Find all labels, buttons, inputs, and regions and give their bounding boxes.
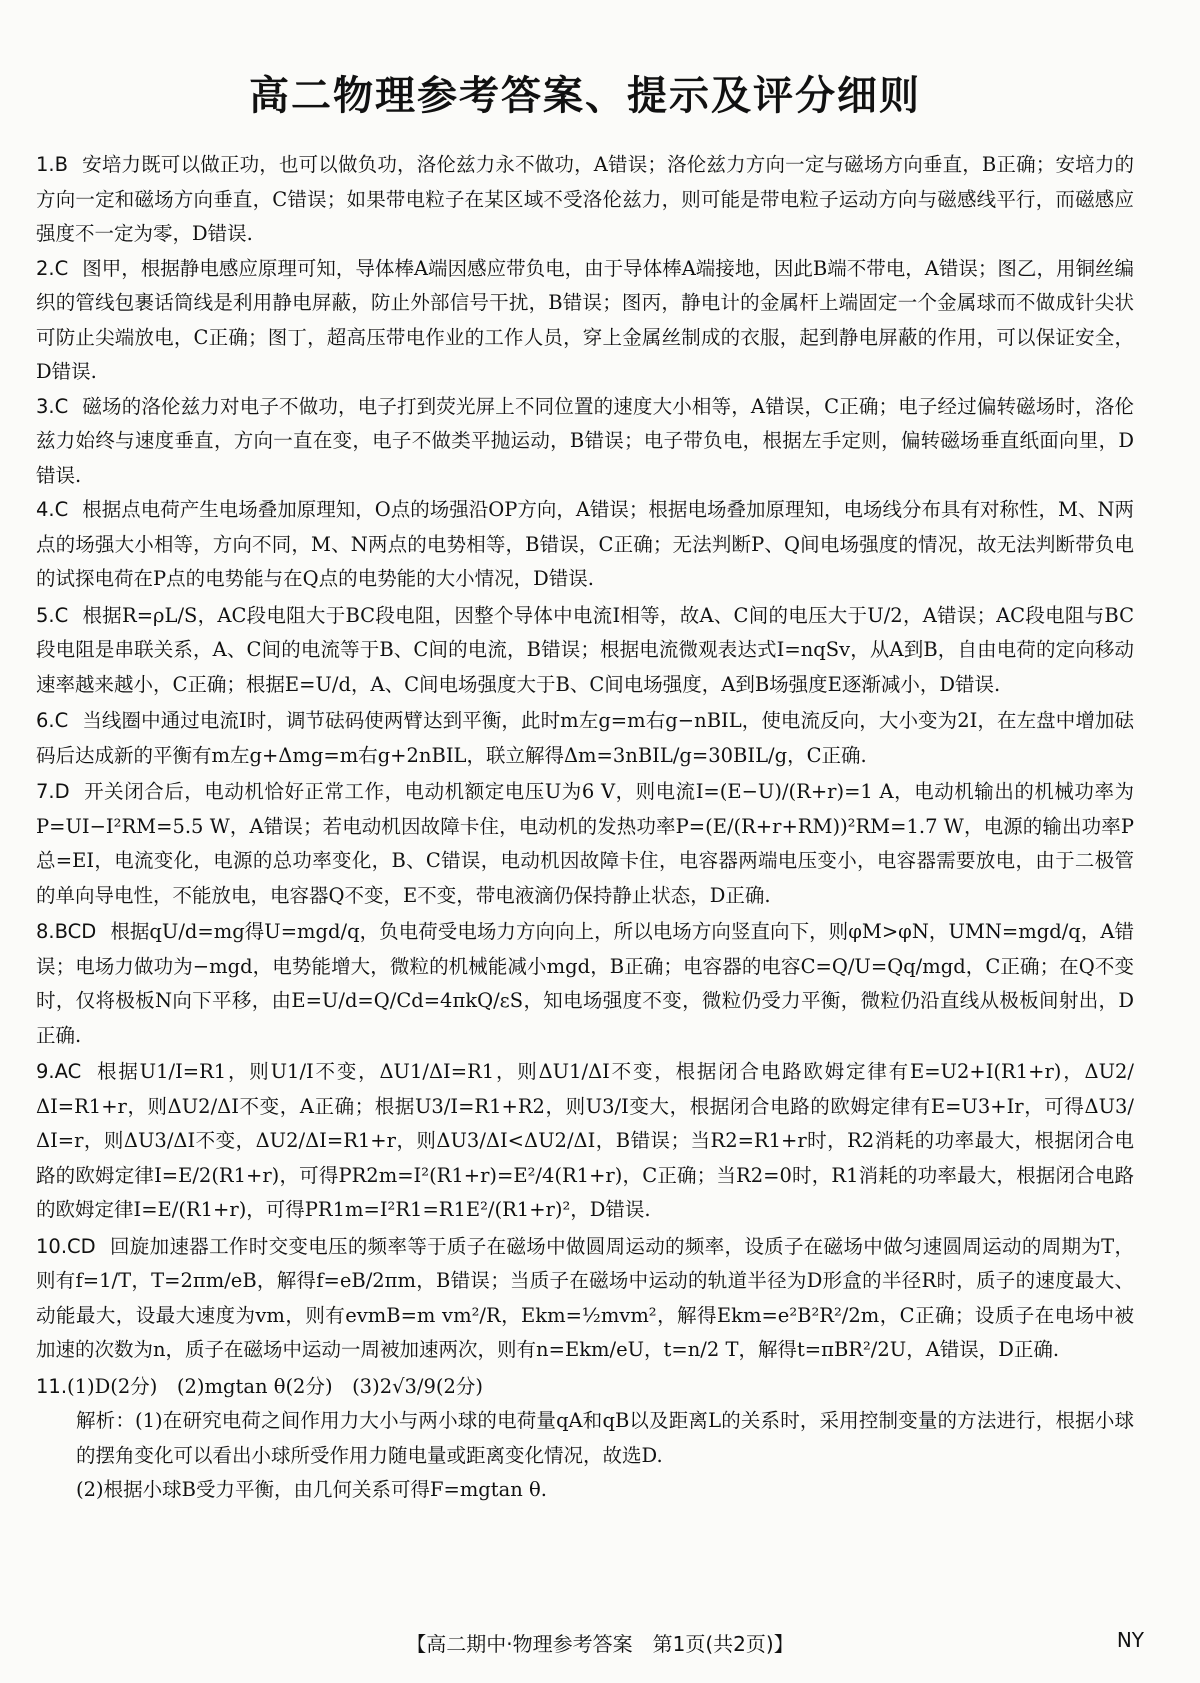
answer-list: [36, 148, 1134, 1508]
page-footer: [0, 1628, 1200, 1657]
answer-item-8: [36, 915, 1134, 1053]
item-explanation: 根据U1/I=R1，则U1/I不变，ΔU1/ΔI=R1，则ΔU1/ΔI不变，根据闭合电路欧姆定律有E=U2+I(R1+r)，ΔU2/ΔI=R1+r，则ΔU2/ΔI不变，A正确；根据U3/I=R1+R2，则U3/I变大，根据闭合电路的欧姆定律有E=U3+Ir，可得ΔU3/ΔI=r，则ΔU3/ΔI不变，ΔU2/ΔI=R1+r，则ΔU3/ΔI<ΔU2/ΔI，B错误；当R2=R1+r时，R2消耗的功率最大，根据闭合电路的欧姆定律I=E/2(R1+r)，可得PR2m=I²(R1+r)=E²/4(R1+r)，C正确；当R2=0时，R1消耗的功率最大，根据闭合电路的欧姆定律I=E/(R1+r)，可得PR1m=I²R1=R1E²/(R1+r)²，D错误.: [36, 1060, 1134, 1221]
item-answers: (1)D(2分) (2)mgtan θ(2分) (3)2√3/9(2分): [67, 1374, 484, 1398]
analysis-part-2: (2)根据小球B受力平衡，由几何关系可得F=mgtan θ.: [76, 1478, 547, 1501]
item-answer: C: [54, 709, 69, 732]
item-explanation: 根据qU/d=mg得U=mgd/q，负电荷受电场力方向向上，所以电场方向竖直向下，则φM>φN，UMN=mgd/q，A错误；电场力做功为−mgd，电势能增大，微粒的机械能减小mgd，B正确；电容器的电容C=Q/U=Qq/mgd，C正确；在Q不变时，仅将极板N向下平移，由E=U/d=Q/Cd=4πkQ/εS，知电场强度不变，微粒仍受力平衡，微粒仍沿直线从极板间射出，D正确.: [36, 920, 1134, 1047]
item-number: 1.: [36, 153, 55, 176]
item-answer: C: [54, 498, 69, 521]
item-answer: AC: [54, 1060, 82, 1083]
answer-item-9: [36, 1055, 1134, 1228]
answer-item-7: [36, 775, 1134, 913]
item-explanation: 回旋加速器工作时交变电压的频率等于质子在磁场中做圆周运动的频率，设质子在磁场中做匀速圆周运动的周期为T，则有f=1/T，T=2πm/eB，解得f=eB/2πm，B错误；当质子在磁场中运动的轨道半径为D形盒的半径R时，质子的速度最大、动能最大，设最大速度为vm，则有evmB=m vm²/R，Ekm=½mvm²，解得Ekm=e²B²R²/2m，C正确；设质子在电场中被加速的次数为n，质子在磁场中运动一周被加速两次，则有n=Ekm/eU，t=n/2 T，解得t=πBR²/2U，A错误，D正确.: [36, 1234, 1134, 1361]
analysis-part-1: 解析：(1)在研究电荷之间作用力大小与两小球的电荷量qA和qB以及距离L的关系时，采用控制变量的方法进行，根据小球的摆角变化可以看出小球所受作用力随电量或距离变化情况，故选D.: [76, 1409, 1134, 1467]
answer-item-6: [36, 704, 1134, 773]
answer-item-2: [36, 252, 1134, 390]
item-number: 2.: [36, 256, 55, 280]
item-answer: CD: [67, 1234, 96, 1258]
item-number: 10.: [36, 1234, 68, 1258]
item-explanation: 根据点电荷产生电场叠加原理知，O点的场强沿OP方向，A错误；根据电场叠加原理知，电场线分布具有对称性，M、N两点的场强大小相等，方向不同，M、N两点的电势相等，B错误，C正确；无法判断P、Q间电场强度的情况，故无法判断带负电的试探电荷在P点的电势能与在Q点的电势能的大小情况，D错误.: [36, 498, 1134, 590]
item-answer: C: [54, 603, 69, 627]
answer-item-10: [36, 1230, 1134, 1368]
item-number: 9.: [36, 1060, 55, 1083]
item-explanation: 当线圈中通过电流I时，调节砝码使两臂达到平衡，此时m左g=m右g−nBIL，使电流反向，大小变为2I，在左盘中增加砝码后达成新的平衡有m左g+Δmg=m右g+2nBIL，联立解得Δm=3nBIL/g=30BIL/g，C正确.: [36, 709, 1134, 767]
item-answer: BCD: [54, 920, 97, 943]
item-explanation: 根据R=ρL/S，AC段电阻大于BC段电阻，因整个导体中电流I相等，故A、C间的电压大于U/2，A错误；AC段电阻与BC段电阻是串联关系，A、C间的电流等于B、C间的电流，B错误；根据电流微观表达式I=nqSv，从A到B，自由电荷的定向移动速率越来越小，C正确；根据E=U/d，A、C间电场强度大于B、C间电场强度，A到B场强度E逐渐减小，D错误.: [36, 603, 1134, 696]
item-number: 4.: [36, 498, 55, 521]
footer-text: 【高二期中·物理参考答案 第1页(共2页)】: [406, 1632, 794, 1656]
answer-item-3: [36, 390, 1134, 494]
answer-item-4: [36, 493, 1134, 597]
footer-code: NY: [1116, 1628, 1144, 1652]
page-title: 高二物理参考答案、提示及评分细则: [249, 73, 921, 119]
item-number: 6.: [36, 709, 55, 732]
item-number: 5.: [36, 603, 55, 627]
item-answer: C: [54, 256, 69, 280]
item-explanation: 磁场的洛伦兹力对电子不做功，电子打到荧光屏上不同位置的速度大小相等，A错误，C正确；电子经过偏转磁场时，洛伦兹力始终与速度垂直，方向一直在变，电子不做类平抛运动，B错误；电子带负电，根据左手定则，偏转磁场垂直纸面向里，D错误.: [36, 394, 1134, 487]
item-explanation: 图甲，根据静电感应原理可知，导体棒A端因感应带负电，由于导体棒A端接地，因此B端不带电，A错误；图乙，用铜丝编织的管线包裹话筒线是利用静电屏蔽，防止外部信号干扰，B错误；图丙，静电计的金属杆上端固定一个金属球而不做成针尖状可防止尖端放电，C正确；图丁，超高压带电作业的工作人员，穿上金属丝制成的衣服，起到静电屏蔽的作用，可以保证安全，D错误.: [36, 256, 1134, 383]
item-number: 3.: [36, 394, 55, 418]
item-answer: C: [54, 394, 69, 418]
item-number: 11.: [36, 1374, 68, 1398]
answer-item-5: [36, 599, 1134, 703]
item-answer: D: [54, 780, 70, 803]
item-explanation: 安培力既可以做正功，也可以做负功，洛伦兹力永不做功，A错误；洛伦兹力方向一定与磁场方向垂直，B正确；安培力的方向一定和磁场方向垂直，C错误；如果带电粒子在某区域不受洛伦兹力，则可能是带电粒子运动方向与磁感线平行，而磁感应强度不一定为零，D错误.: [36, 153, 1134, 245]
item-number: 7.: [36, 780, 55, 803]
answer-item-1: [36, 148, 1134, 252]
item-explanation: 开关闭合后，电动机恰好正常工作，电动机额定电压U为6 V，则电流I=(E−U)/(R+r)=1 A，电动机输出的机械功率为P=UI−I²RM=5.5 W，A错误；若电动机因故障卡住，电动机的发热功率P=(E/(R+r+RM))²RM=1.7 W，电源的输出功率P总=EI，电流变化，电源的总功率变化，B、C错误，电动机因故障卡住，电容器两端电压变小，电容器需要放电，由于二极管的单向导电性，不能放电，电容器Q不变，E不变，带电液滴仍保持静止状态，D正确.: [36, 780, 1134, 907]
item-number: 8.: [36, 920, 55, 943]
item-answer: B: [54, 153, 68, 176]
answer-item-11: [36, 1370, 1134, 1405]
